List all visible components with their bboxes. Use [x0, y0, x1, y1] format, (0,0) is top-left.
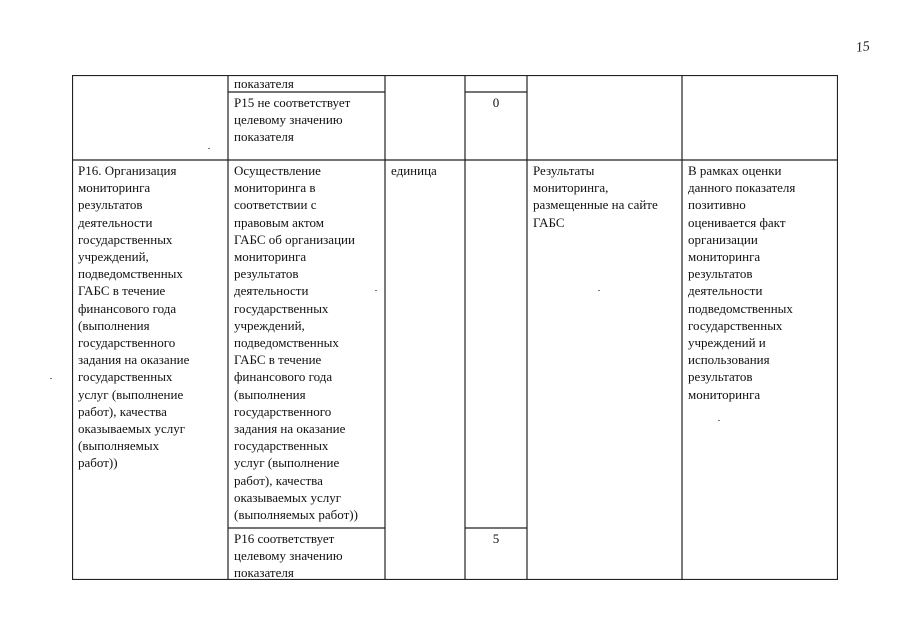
scan-speck: [375, 290, 377, 291]
p16-unit: единица: [391, 163, 437, 178]
scan-speck: [598, 290, 600, 291]
continuation-indicator-tail: показателя: [234, 76, 294, 91]
p16-condition-text: P16 соответствует целевому значению показателя: [234, 531, 343, 581]
p16-indicator-name: P16. Организация мониторинга результатов деятельности государственных учреждений, подведомственных ГАБС в течение финансового года (выполнения государственного задания на оказание государственных услуг (выполнение работ), качества оказываемых услуг (выполняемых работ)): [78, 163, 190, 471]
scan-speck: [718, 420, 720, 421]
scan-speck: [50, 378, 52, 379]
p16-calculation-method: Осуществление мониторинга в соответствии с правовым актом ГАБС об организации мониторинга результатов деятельности государственных учреждений, подведомственных ГАБС в течение финансового года (выполнения государственного задания на оказание государственных услуг (выполнение работ), качества оказываемых услуг (выполняемых работ)): [234, 163, 358, 523]
indicator-table: [72, 75, 838, 580]
p16-comment: В рамках оценки данного показателя позитивно оценивается факт организации мониторинга результатов деятельности подведомственных государственных учреждений и использования результатов мониторинга: [688, 163, 796, 402]
continuation-condition-text: P15 не соответствует целевому значению показателя: [234, 95, 351, 145]
page-number: 15: [854, 39, 871, 56]
p16-data-source: Результаты мониторинга, размещенные на сайте ГАБС: [533, 163, 658, 230]
scan-speck: [208, 148, 210, 149]
continuation-score: 0: [492, 95, 500, 110]
p16-score: 5: [492, 531, 500, 546]
